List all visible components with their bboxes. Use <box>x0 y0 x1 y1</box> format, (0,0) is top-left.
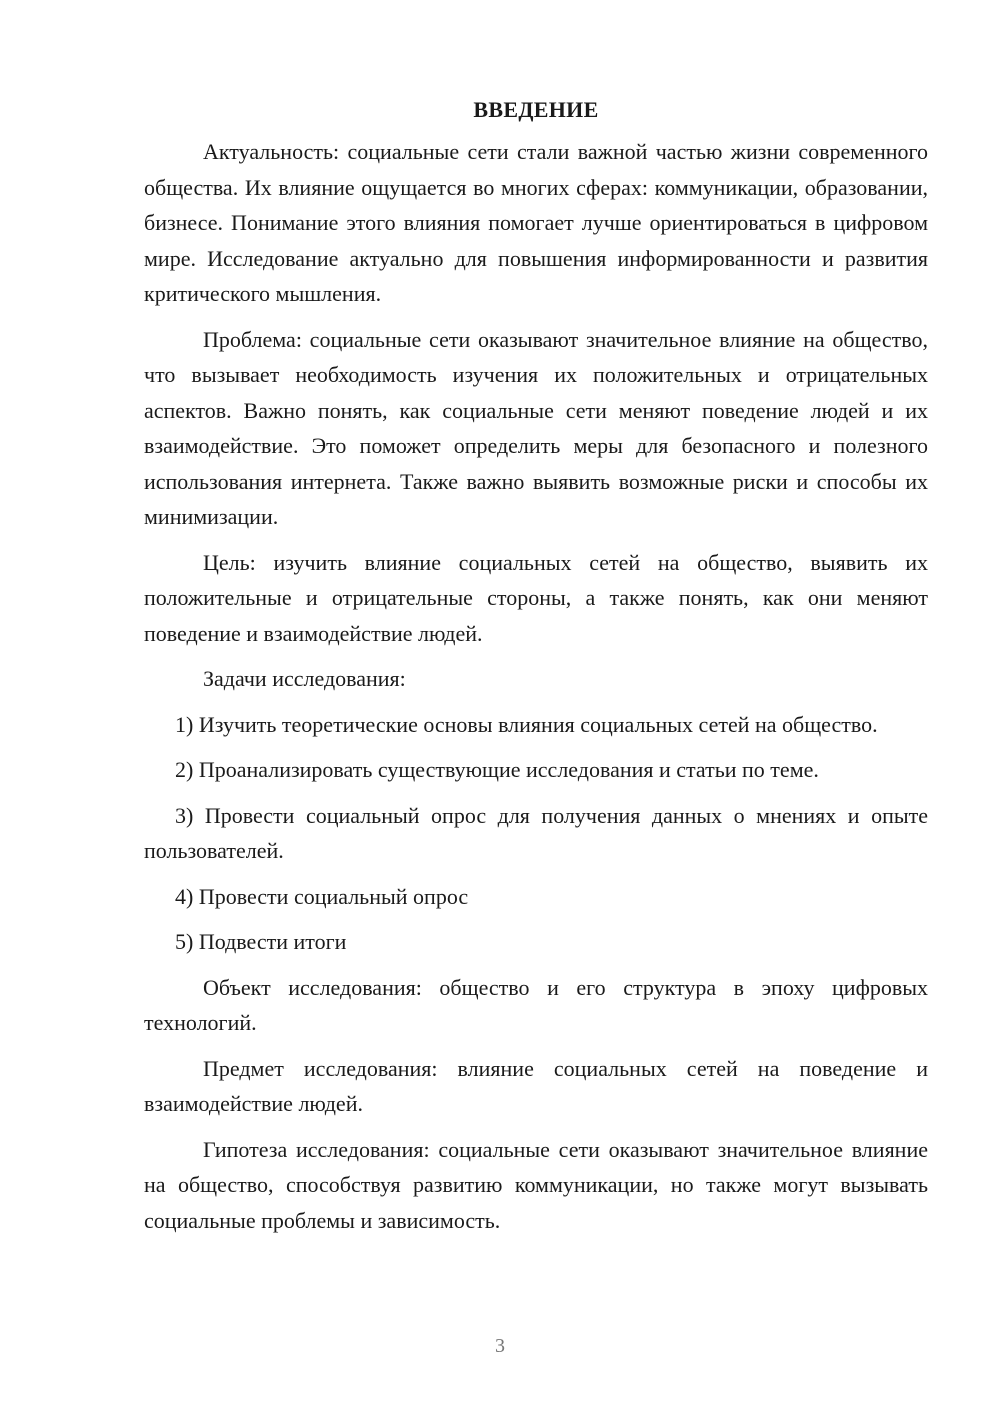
goal-paragraph: Цель: изучить влияние социальных сетей на общество, выявить их положительные и отрицательные стороны, а также понять, как они меняют поведение и взаимодействие людей. <box>144 549 928 646</box>
subject-paragraph: Предмет исследования: влияние социальных сетей на поведение и взаимодействие людей. <box>144 1055 928 1116</box>
document-body <box>144 96 928 1248</box>
task-item-3: 3) Провести социальный опрос для получения данных о мнениях и опыте пользователей. <box>144 802 928 863</box>
task-item-5: 5) Подвести итоги <box>175 929 347 954</box>
task-item-1: 1) Изучить теоретические основы влияния социальных сетей на общество. <box>175 711 878 737</box>
problem-paragraph: Проблема: социальные сети оказывают значительное влияние на общество, что вызывает необходимость изучения их положительных и отрицательных аспектов. Важно понять, как социальные сети меняют поведение людей и их взаимодействие. Это поможет определить меры для безопасного и полезного использования интернета. Также важно выявить возможные риски и способы их минимизации. <box>144 326 928 529</box>
object-paragraph: Объект исследования: общество и его структура в эпоху цифровых технологий. <box>144 974 928 1035</box>
tasks-heading: Задачи исследования: <box>203 666 406 691</box>
task-item-4: 4) Провести социальный опрос <box>175 883 469 909</box>
page-number: 3 <box>495 1335 505 1357</box>
hypothesis-paragraph: Гипотеза исследования: социальные сети оказывают значительное влияние на общество, способствуя развитию коммуникации, но также могут вызывать социальные проблемы и зависимость. <box>144 1136 928 1233</box>
task-item-2: 2) Проанализировать существующие исследования и статьи по теме. <box>175 757 819 782</box>
section-heading: ВВЕДЕНИЕ <box>473 97 599 122</box>
relevance-paragraph: Актуальность: социальные сети стали важной частью жизни современного общества. Их влияние ощущается во многих сферах: коммуникации, образовании, бизнесе. Понимание этого влияния помогает лучше ориентироваться в цифровом мире. Исследование актуально для повышения информированности и развития критического мышления. <box>144 139 928 306</box>
